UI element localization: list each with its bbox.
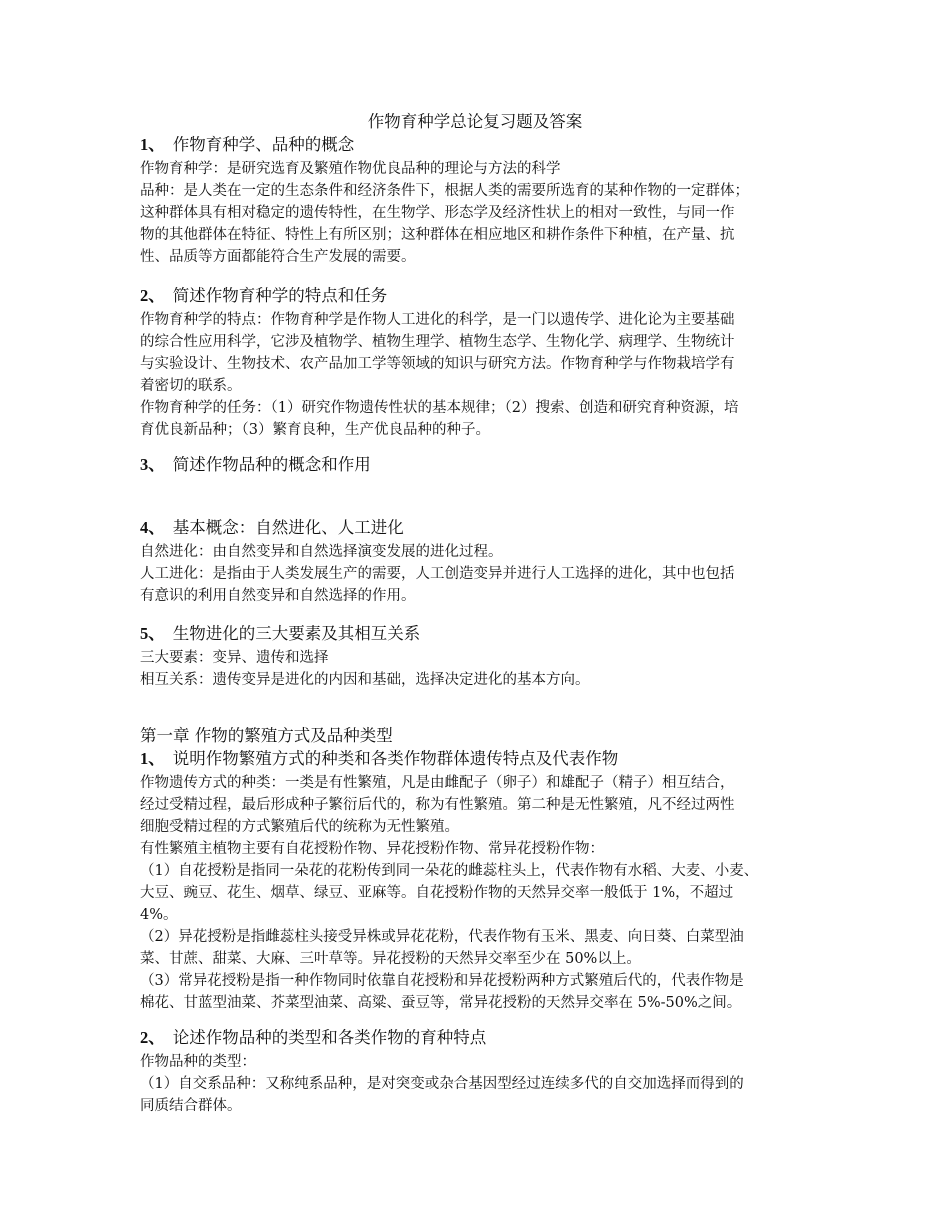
paragraph-line: （1）自花授粉是指同一朵花的花粉传到同一朵花的雌蕊柱头上，代表作物有水稻、大麦、小麦、 xyxy=(140,863,759,879)
section-title: 说明作物繁殖方式的种类和各类作物群体遗传特点及代表作物 xyxy=(172,749,619,768)
section-number: 1、 xyxy=(140,135,165,154)
paragraph-line: 性、品质等方面都能符合生产发展的需要。 xyxy=(140,249,416,265)
section-number: 2、 xyxy=(140,1028,165,1047)
section-number: 3、 xyxy=(140,455,165,474)
paragraph-line: 细胞受精过程的方式繁殖后代的统称为无性繁殖。 xyxy=(140,819,459,835)
paragraph-line: 与实验设计、生物技术、农产品加工学等领域的知识与研究方法。作物育种学与作物栽培学有 xyxy=(140,356,735,372)
paragraph-line: 同质结合群体。 xyxy=(140,1098,242,1114)
section-2-heading xyxy=(140,286,387,306)
section-title: 简述作物品种的概念和作用 xyxy=(172,455,371,474)
chapter-q1-heading xyxy=(140,749,618,769)
section-title: 论述作物品种的类型和各类作物的育种特点 xyxy=(172,1028,487,1047)
paragraph-line: 人工进化：是指由于人类发展生产的需要，人工创造变异并进行人工选择的进化，其中也包括 xyxy=(140,566,735,582)
paragraph-line: 作物育种学：是研究选育及繁殖作物优良品种的理论与方法的科学 xyxy=(140,161,561,177)
paragraph-line: 作物品种的类型： xyxy=(140,1054,256,1070)
chapter-title: 第一章 作物的繁殖方式及品种类型 xyxy=(140,726,393,745)
paragraph-line: 物的其他群体在特征、特性上有所区别；这种群体在相应地区和耕作条件下种植，在产量、抗 xyxy=(140,227,735,243)
paragraph-line: 作物遗传方式的种类：一类是有性繁殖，凡是由雌配子（卵子）和雄配子（精子）相互结合， xyxy=(140,775,735,791)
section-number: 1、 xyxy=(140,749,165,768)
document-title: 作物育种学总论复习题及答案 xyxy=(367,112,583,131)
paragraph-line: 这种群体具有相对稳定的遗传特性，在生物学、形态学及经济性状上的相对一致性，与同一作 xyxy=(140,205,735,221)
section-4-heading xyxy=(140,518,404,538)
paragraph-line: 着密切的联系。 xyxy=(140,378,242,394)
paragraph-line: 有性繁殖主植物主要有自花授粉作物、异花授粉作物、常异花授粉作物： xyxy=(140,841,604,857)
paragraph-line: 大豆、豌豆、花生、烟草、绿豆、亚麻等。自花授粉作物的天然异交率一般低于 1%，不超过 xyxy=(140,885,734,901)
paragraph-line: 4%。 xyxy=(140,907,178,923)
paragraph-line: 相互关系：遗传变异是进化的内因和基础，选择决定进化的基本方向。 xyxy=(140,672,590,688)
paragraph-line: 经过受精过程，最后形成种子繁衍后代的，称为有性繁殖。第二种是无性繁殖，凡不经过两性 xyxy=(140,797,735,813)
section-5-heading xyxy=(140,624,420,644)
section-1-heading xyxy=(140,135,354,155)
paragraph-line: 品种：是人类在一定的生态条件和经济条件下，根据人类的需要所选育的某种作物的一定群体； xyxy=(140,183,749,199)
section-number: 4、 xyxy=(140,518,165,537)
section-title: 生物进化的三大要素及其相互关系 xyxy=(172,624,421,643)
paragraph-line: 菜、甘蔗、甜菜、大麻、三叶草等。异花授粉的天然异交率至少在 50%以上。 xyxy=(140,951,641,967)
section-3-heading xyxy=(140,455,371,475)
section-title: 作物育种学、品种的概念 xyxy=(172,135,355,154)
paragraph-line: 作物育种学的特点：作物育种学是作物人工进化的科学，是一门以遗传学、进化论为主要基础 xyxy=(140,312,735,328)
paragraph-line: 有意识的利用自然变异和自然选择的作用。 xyxy=(140,588,416,604)
paragraph-line: （3）常异花授粉是指一种作物同时依靠自花授粉和异花授粉两种方式繁殖后代的，代表作物是 xyxy=(140,973,744,989)
paragraph-line: 的综合性应用科学，它涉及植物学、植物生理学、植物生态学、生物化学、病理学、生物统计 xyxy=(140,334,735,350)
paragraph-line: 棉花、甘蓝型油菜、芥菜型油菜、高粱、蚕豆等，常异花授粉的天然异交率在 5%-50%之间。 xyxy=(140,995,742,1011)
chapter-q2-heading xyxy=(140,1028,486,1048)
section-number: 5、 xyxy=(140,624,165,643)
paragraph-line: 作物育种学的任务：（1）研究作物遗传性状的基本规律；（2）搜索、创造和研究育种资源，培 xyxy=(140,400,739,416)
paragraph-line: 育优良新品种；（3）繁育良种，生产优良品种的种子。 xyxy=(140,422,490,438)
section-title: 简述作物育种学的特点和任务 xyxy=(172,286,388,305)
section-number: 2、 xyxy=(140,286,165,305)
paragraph-line: （2）异花授粉是指雌蕊柱头接受异株或异花花粉，代表作物有玉米、黑麦、向日葵、白菜型油 xyxy=(140,929,744,945)
section-title: 基本概念：自然进化、人工进化 xyxy=(172,518,404,537)
paragraph-line: （1）自交系品种：又称纯系品种，是对突变或杂合基因型经过连续多代的自交加选择而得到的 xyxy=(140,1076,744,1092)
paragraph-line: 自然进化：由自然变异和自然选择演变发展的进化过程。 xyxy=(140,544,503,560)
paragraph-line: 三大要素：变异、遗传和选择 xyxy=(140,650,329,666)
